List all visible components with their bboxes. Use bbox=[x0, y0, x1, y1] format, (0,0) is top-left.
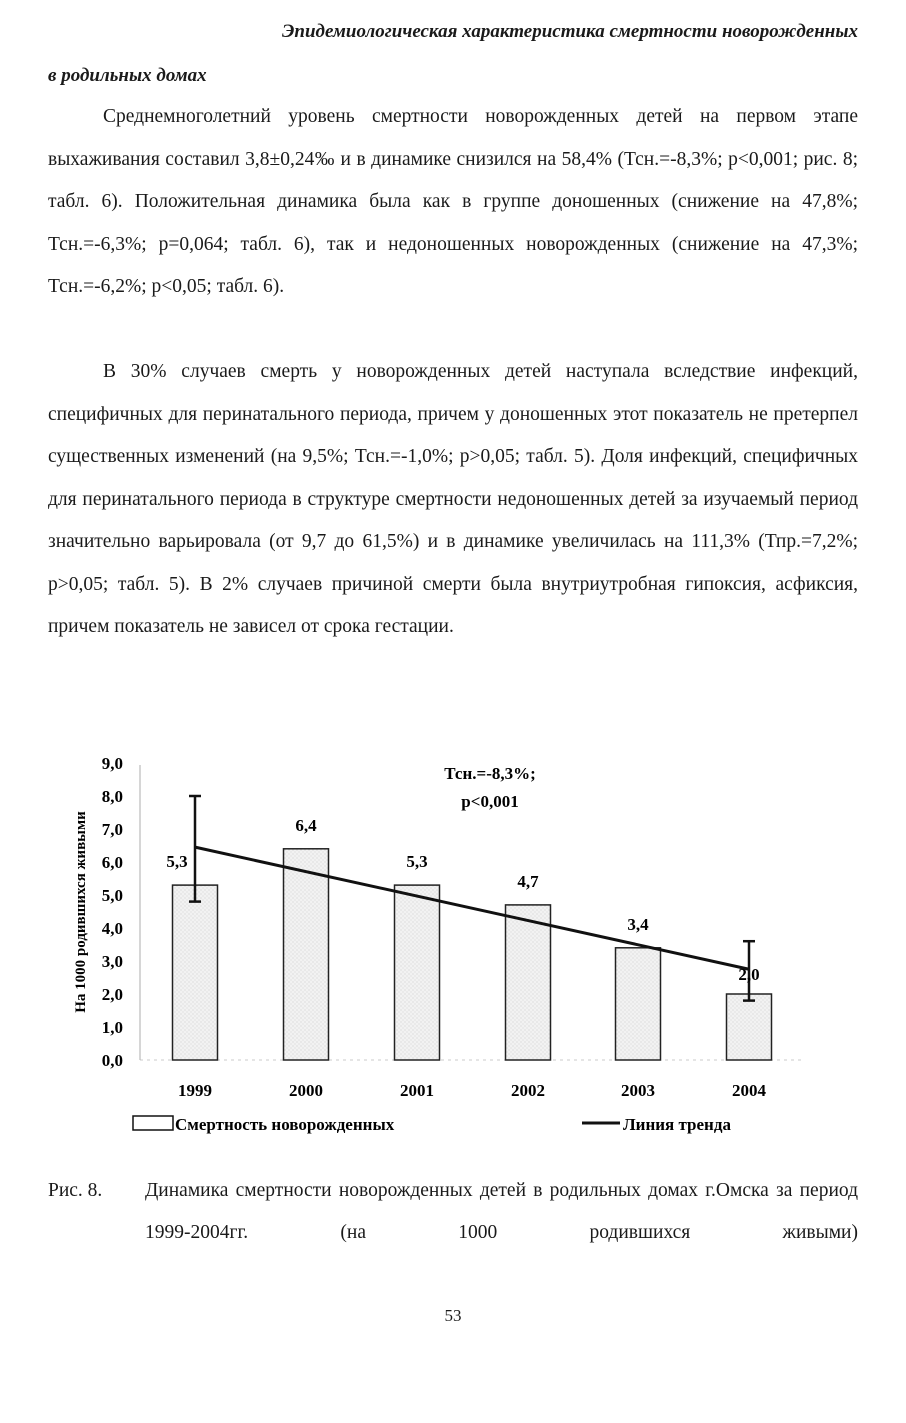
paragraph-mortality-level: Среднемноголетний уровень смертности новорожденных детей на первом этапе выхаживания составил 3,8±0,24‰ и в динамике снизился на 58,4% (Тсн.=-8,3%; p<0,001; рис. 8; табл. 6). Положительная динамика была как в группе доношенных (снижение на 47,8%; Тсн.=-6,3%; p=0,064; табл. 6), так и недоношенных новорожденных (снижение на 47,3%; Тсн.=-6,2%; p<0,05; табл. 6). bbox=[48, 106, 858, 297]
y-tick-label: 2,0 bbox=[101, 985, 123, 1004]
y-tick-label: 1,0 bbox=[101, 1018, 123, 1037]
x-tick-label-2001: 2001 bbox=[400, 1081, 434, 1100]
bar-2004 bbox=[727, 994, 772, 1060]
y-tick-label: 3,0 bbox=[101, 952, 123, 971]
x-tick-label-2004: 2004 bbox=[732, 1081, 766, 1100]
chart-annotation-line-1: Тсн.=-8,3%; bbox=[444, 764, 536, 783]
x-tick-label-1999: 1999 bbox=[178, 1081, 212, 1100]
y-axis-label: На 1000 родившихся живыми bbox=[73, 811, 89, 1013]
bar-2001 bbox=[395, 885, 440, 1060]
legend-bar-label: Смертность новорожденных bbox=[175, 1115, 395, 1134]
paragraph-infections: В 30% случаев смерть у новорожденных детей наступала вследствие инфекций, специфичных для перинатального периода, причем у доношенных этот показатель не претерпел существенных изменений (на 9,5%; Тсн.=-1,0%; p>0,05; табл. 5). Доля инфекций, специфичных для перинатального периода в структуре смертности недоношенных детей за изучаемый период значительно варьировала (от 9,7 до 61,5%) и в динамике увеличилась на 111,3% (Тпр.=7,2%; p>0,05; табл. 5). В 2% случаев причиной смерти была внутриутробная гипоксия, асфиксия, причем показатель не зависел от срока гестации. bbox=[48, 361, 858, 637]
data-label-1999: 5,3 bbox=[166, 852, 188, 872]
legend bbox=[133, 1115, 731, 1134]
y-tick-label: 5,0 bbox=[101, 886, 123, 905]
x-tick-label-2000: 2000 bbox=[289, 1081, 323, 1100]
x-tick-label-2003: 2003 bbox=[621, 1081, 655, 1100]
section-heading bbox=[48, 10, 858, 98]
section-heading-line-1: Эпидемиологическая характеристика смертности новорожденных bbox=[282, 21, 858, 42]
data-label-2002: 4,7 bbox=[517, 871, 539, 891]
data-label-2000: 6,4 bbox=[295, 815, 317, 835]
data-label-2003: 3,4 bbox=[627, 914, 649, 934]
page-number: 53 bbox=[444, 1306, 462, 1325]
figure-caption bbox=[48, 1170, 858, 1254]
y-tick-label: 0,0 bbox=[101, 1051, 123, 1070]
bar-2002 bbox=[506, 905, 551, 1060]
figure-number: Рис. 8. bbox=[48, 1180, 103, 1201]
figure-caption-text: Динамика смертности новорожденных детей в родильных домах г.Омска за период 1999-2004гг. (на 1000 родившихся живыми) bbox=[145, 1180, 858, 1243]
trend-line bbox=[195, 847, 749, 969]
y-tick-label: 4,0 bbox=[101, 919, 123, 938]
section-heading-line-2: в родильных домах bbox=[48, 65, 207, 86]
y-tick-label: 6,0 bbox=[101, 853, 123, 872]
y-tick-label: 9,0 bbox=[101, 754, 123, 773]
y-tick-label: 8,0 bbox=[101, 787, 123, 806]
bar-2003 bbox=[616, 948, 661, 1060]
data-label-2001: 5,3 bbox=[406, 852, 428, 872]
x-tick-label-2002: 2002 bbox=[511, 1081, 545, 1100]
bar-1999 bbox=[173, 885, 218, 1060]
bar-2000 bbox=[284, 849, 329, 1060]
legend-trend-label: Линия тренда bbox=[623, 1115, 731, 1134]
chart-annotation-line-2: p<0,001 bbox=[461, 792, 519, 811]
legend-bar-swatch bbox=[133, 1116, 173, 1130]
data-label-2004: 2,0 bbox=[738, 965, 760, 984]
y-tick-label: 7,0 bbox=[101, 820, 123, 839]
mortality-bar-chart bbox=[0, 745, 906, 1145]
